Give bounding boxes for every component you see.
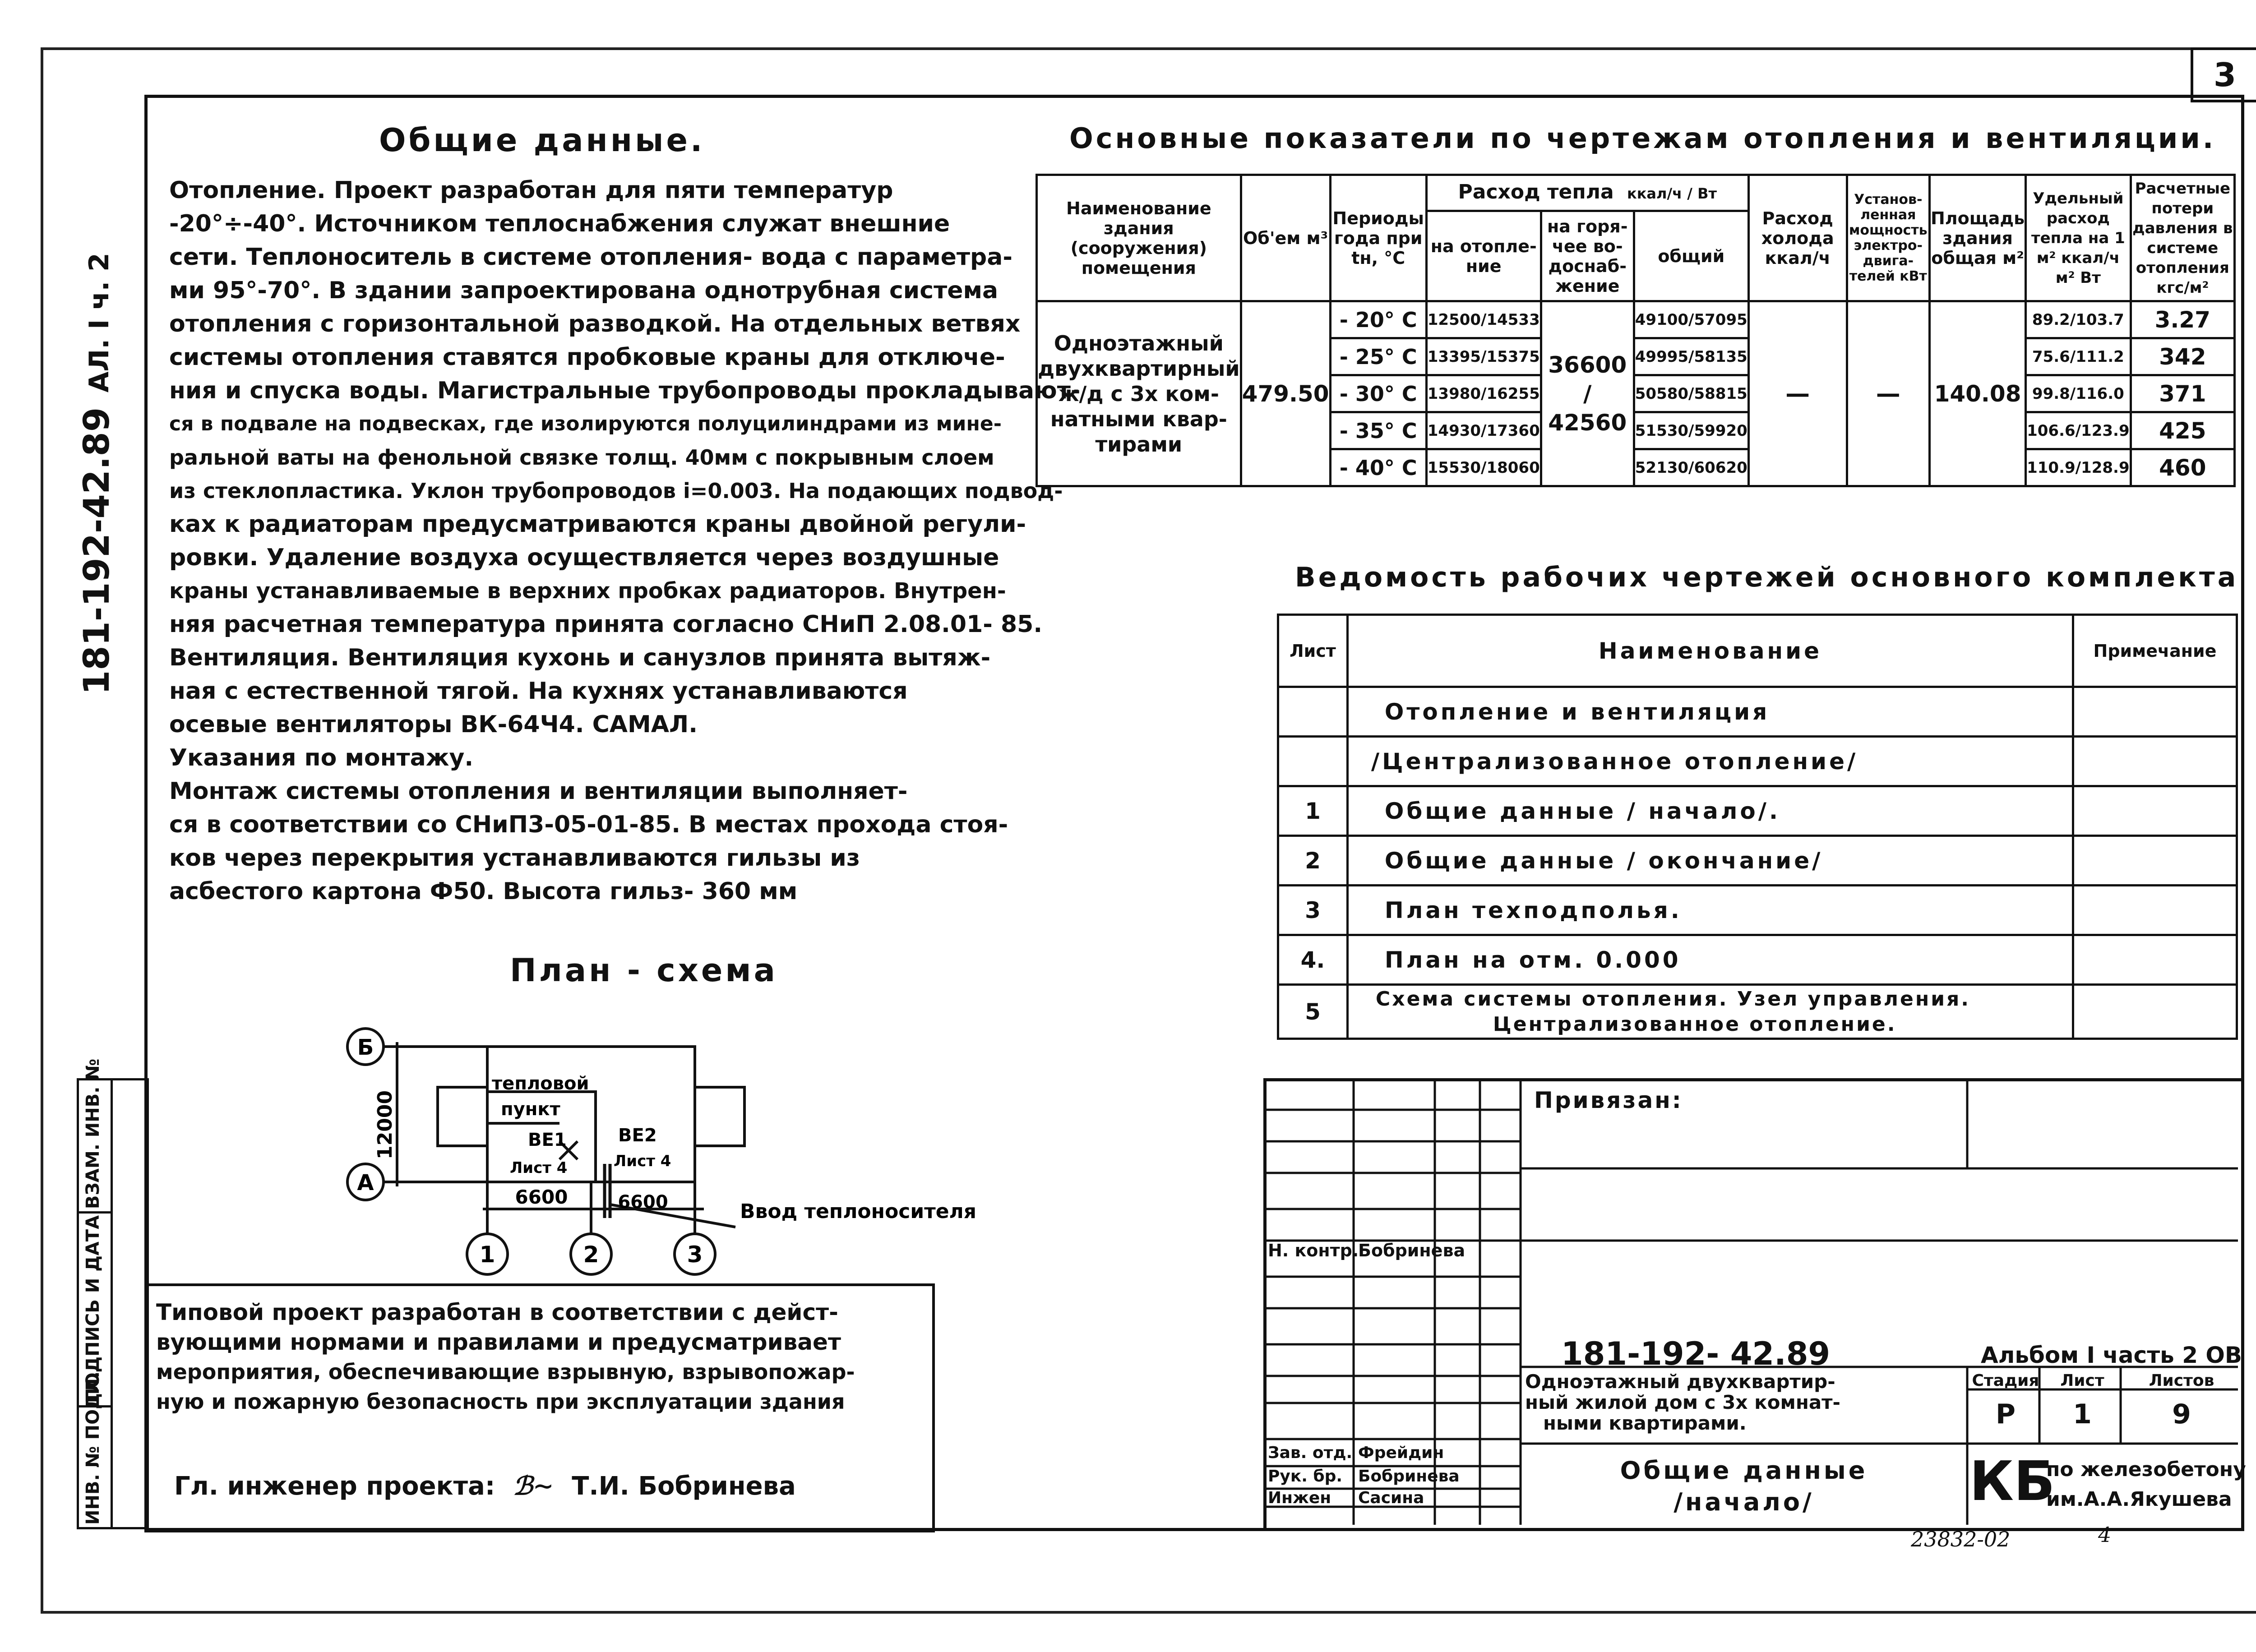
drawing-row-sheet: 3 [1278,886,1348,935]
footer-order: 23832-02 [1911,1527,2011,1551]
dim-1-label: 6600 [515,1186,568,1208]
tb-code: 181-192- 42.89 [1561,1335,1831,1372]
heating-cell: 12500/14533 [1426,301,1541,338]
general-line: ся в соответствии со СНиП3-05-01-85. В местах прохода стоя- [169,811,1008,838]
inlet-label: Ввод теплоносителя [740,1200,977,1223]
col-name: Наименование [1347,615,2073,687]
tb-org-logo: КБ [1969,1450,2055,1513]
indicators-table [1036,174,2236,487]
tb-bound: Привязан: [1534,1087,1683,1113]
indicators-title: Основные показатели по чертежам отопления и вентиляции. [1069,122,2216,155]
tb-object-line: ный жилой дом с 3х комнат- [1525,1391,1840,1413]
total-cell: 51530/59920 [1634,412,1748,449]
general-text [169,174,1081,908]
general-title: Общие данные. [379,122,705,159]
general-line: Отопление. Проект разработан для пяти температур [169,177,893,204]
axis-b-label: Б [357,1035,374,1060]
drawing-row-sheet: 1 [1278,786,1348,836]
specific-cell: 106.6/123.9 [2026,412,2131,449]
note-line: вующими нормами и правилами и предусматривает [156,1329,841,1355]
tb-sheet-label: Лист [2060,1371,2104,1390]
col-sheet: Лист [1278,615,1348,687]
loss-cell: 460 [2131,449,2234,486]
inv-label: ИНВ. № ПОДЛ. [83,1371,103,1525]
tb-drawing-line: /начало/ [1674,1488,1814,1516]
tb-role: Инжен [1268,1489,1331,1507]
side-album-label: АЛ. I ч. 2 [83,253,115,392]
general-line: осевые вентиляторы ВК-64Ч4. САМАЛ. [169,711,698,738]
tb-role: Рук. бр. [1268,1467,1343,1486]
axis-1-label: 1 [479,1241,495,1268]
loss-cell: 425 [2131,412,2234,449]
dim-vertical-label: 12000 [374,1090,397,1159]
general-line: сети. Теплоноситель в системе отопления- вода с параметра- [169,244,1012,271]
hdr-volume: Об'ем м³ [1241,175,1330,301]
general-line: системы отопления ставятся пробковые краны для отключе- [169,344,1005,371]
be2-sheet: Лист 4 [614,1152,671,1170]
temp-cell: - 40° C [1330,449,1426,486]
tb-role: Зав. отд. [1268,1444,1353,1462]
general-line: ков через перекрытия устанавливаются гильзы из [169,844,860,872]
hdr-heat: Расход тепла [1458,180,1614,203]
tb-person: Бобринева [1358,1467,1460,1486]
general-line: няя расчетная температура принята согласно СНиП 2.08.01- 85. [169,611,1043,638]
hdr-heat-units: ккал/ч / Вт [1627,185,1717,202]
temp-cell: - 30° C [1330,375,1426,412]
note-box [144,1283,935,1532]
drawing-row-name-2: Централизованное отопление. [1493,1012,1897,1036]
drawing-row-name: /Централизованное отопление/ [1347,737,2073,786]
general-line: ровки. Удаление воздуха осуществляется через воздушные [169,544,999,571]
heating-cell: 13395/15375 [1426,338,1541,375]
hdr-cold: Расход холода ккал/ч [1748,175,1847,301]
drawing-row-name: План на отм. 0.000 [1347,935,2073,985]
tb-person: Фрейдин [1358,1444,1444,1462]
area-value: 140.08 [1929,301,2025,486]
sign-date-label: ПОДПИСЬ И ДАТА [83,1215,103,1403]
drawing-row-name: Схема системы отопления. Узел управления. [1375,987,1971,1011]
total-cell: 49100/57095 [1634,301,1748,338]
drawing-row-name: Общие данные / окончание/ [1347,836,2073,886]
tb-sheets: 9 [2172,1398,2191,1430]
loss-cell: 371 [2131,375,2234,412]
tb-album: Альбом I часть 2 ОВ [1981,1342,2242,1368]
be1-sheet: Лист 4 [510,1159,568,1177]
engineer-name: Т.И. Бобринева [572,1472,796,1501]
tb-person: Сасина [1358,1489,1424,1507]
dim-2-label: 6600 [618,1192,668,1213]
heat-point-label-1: тепловой [492,1073,589,1094]
hdr-total: общий [1634,211,1748,301]
side-code-label: 181-192-42.89 [77,407,117,695]
axis-a-label: А [357,1170,374,1195]
plan-title: План - схема [510,952,778,989]
temp-cell: - 35° C [1330,412,1426,449]
specific-cell: 99.8/116.0 [2026,375,2131,412]
drawing-row-sheet [1278,737,1348,786]
drawing-row-name: Общие данные / начало/. [1347,786,2073,836]
heat-point-label-2: пункт [501,1099,560,1120]
be1-label: ВЕ1 [528,1130,567,1150]
vzam-label: ВЗАМ. ИНВ. № [83,1058,103,1209]
general-line: ми 95°-70°. В здании запроектирована однотрубная система [169,277,999,304]
axis-2-label: 2 [583,1241,599,1268]
plan-scheme [307,992,1047,1281]
general-line: асбестого картона Ф50. Высота гильз- 360 мм [169,878,798,905]
tb-drawing-line: Общие данные [1620,1456,1868,1485]
general-line: Указания по монтажу. [169,744,474,771]
drawings-list-title: Ведомость рабочих чертежей основного комплекта [1295,562,2239,593]
drawing-row-sheet [1278,687,1348,737]
building-name: Одноэтажный двухквартирный ж/д с 3х ком- натными квар- тирами [1037,301,1241,486]
specific-cell: 110.9/128.9 [2026,449,2131,486]
cold-value: — [1748,301,1847,486]
tb-sheets-label: Листов [2149,1371,2214,1390]
porch-right [695,1087,744,1146]
tb-org-line: по железобетону [2046,1458,2246,1481]
tb-stage-label: Стадия [1972,1371,2039,1390]
hdr-losses: Расчетные потери давления в системе отопления кгс/м² [2131,175,2234,301]
drawing-row-sheet: 2 [1278,836,1348,886]
tb-sheet: 1 [2073,1398,2092,1430]
note-line: мероприятия, обеспечивающие взрывную, взрывопожар- [156,1360,855,1384]
heating-cell: 14930/17360 [1426,412,1541,449]
general-line: отопления с горизонтальной разводкой. На отдельных ветвях [169,310,1021,337]
col-note: Примечание [2073,615,2237,687]
hdr-area: Площадь здания общая м² [1929,175,2025,301]
general-line: краны устанавливаемые в верхних пробках радиаторов. Внутрен- [169,578,1006,604]
general-line: ках к радиаторам предусматриваются краны двойной регули- [169,511,1026,538]
hotwater-value: 36600 / 42560 [1541,301,1634,486]
be2-label: ВЕ2 [618,1125,657,1146]
total-cell: 52130/60620 [1634,449,1748,486]
drawings-list-table [1277,614,2238,1040]
sheet-number: 3 [2191,47,2256,102]
porch-left [438,1087,487,1146]
engineer-signature: ℬ∼ [513,1471,554,1501]
loss-cell: 342 [2131,338,2234,375]
hdr-heating: на отопле- ние [1426,211,1541,301]
general-line: из стеклопластика. Уклон трубопроводов i=0.003. На подающих подвод- [169,479,1063,503]
general-line: -20°÷-40°. Источником теплоснабжения служат внешние [169,210,950,237]
drawing-row-sheet: 4. [1278,935,1348,985]
specific-cell: 75.6/111.2 [2026,338,2131,375]
building-volume: 479.50 [1241,301,1330,486]
total-cell: 49995/58135 [1634,338,1748,375]
heating-cell: 13980/16255 [1426,375,1541,412]
power-value: — [1847,301,1929,486]
tb-object-line: ными квартирами. [1543,1412,1747,1434]
tb-person: Бобринева [1358,1241,1465,1260]
hdr-periods: Периоды года при tн, °C [1330,175,1426,301]
hdr-hotwater: на горя- чее во- доснаб- жение [1541,211,1634,301]
tb-object-line: Одноэтажный двухквартир- [1525,1371,1835,1393]
general-line: ная с естественной тягой. На кухнях устанавливаются [169,678,908,705]
total-cell: 50580/58815 [1634,375,1748,412]
axis-3-label: 3 [687,1241,703,1268]
temp-cell: - 25° C [1330,338,1426,375]
general-line: Монтаж системы отопления и вентиляции выполняет- [169,778,908,805]
heating-cell: 15530/18060 [1426,449,1541,486]
hdr-specific: Удельный расход тепла на 1 м² ккал/ч м² Вт [2026,175,2131,301]
drawing-row-name: План техподполья. [1347,886,2073,935]
temp-cell: - 20° C [1330,301,1426,338]
drawing-row-name: Отопление и вентиляция [1347,687,2073,737]
loss-cell: 3.27 [2131,301,2234,338]
footer-page: 4 [2098,1523,2112,1547]
general-line: ся в подвале на подвесках, где изолируются полуцилиндрами из мине- [169,412,1002,435]
hdr-name: Наименование здания (сооружения) помещения [1037,175,1241,301]
tb-org-line: им.А.А.Якушева [2046,1488,2232,1511]
note-line: ную и пожарную безопасность при эксплуатации здания [156,1389,845,1414]
general-line: ральной ваты на фенольной связке толщ. 40мм с покрывным слоем [169,445,994,470]
specific-cell: 89.2/103.7 [2026,301,2131,338]
general-line: Вентиляция. Вентиляция кухонь и санузлов принята вытяж- [169,644,991,671]
engineer-label: Гл. инженер проекта: [174,1472,495,1501]
tb-role: Н. контр. [1268,1241,1359,1260]
tb-stage: Р [1996,1398,2016,1430]
note-line: Типовой проект разработан в соответствии с дейст- [156,1299,838,1325]
drawing-row-sheet: 5 [1278,985,1348,1039]
inventory-strip [77,1058,149,1529]
hdr-power: Установ- ленная мощность электро- двига- телей кВт [1847,175,1929,301]
general-line: ния и спуска воды. Магистральные трубопроводы прокладывают- [169,377,1081,404]
